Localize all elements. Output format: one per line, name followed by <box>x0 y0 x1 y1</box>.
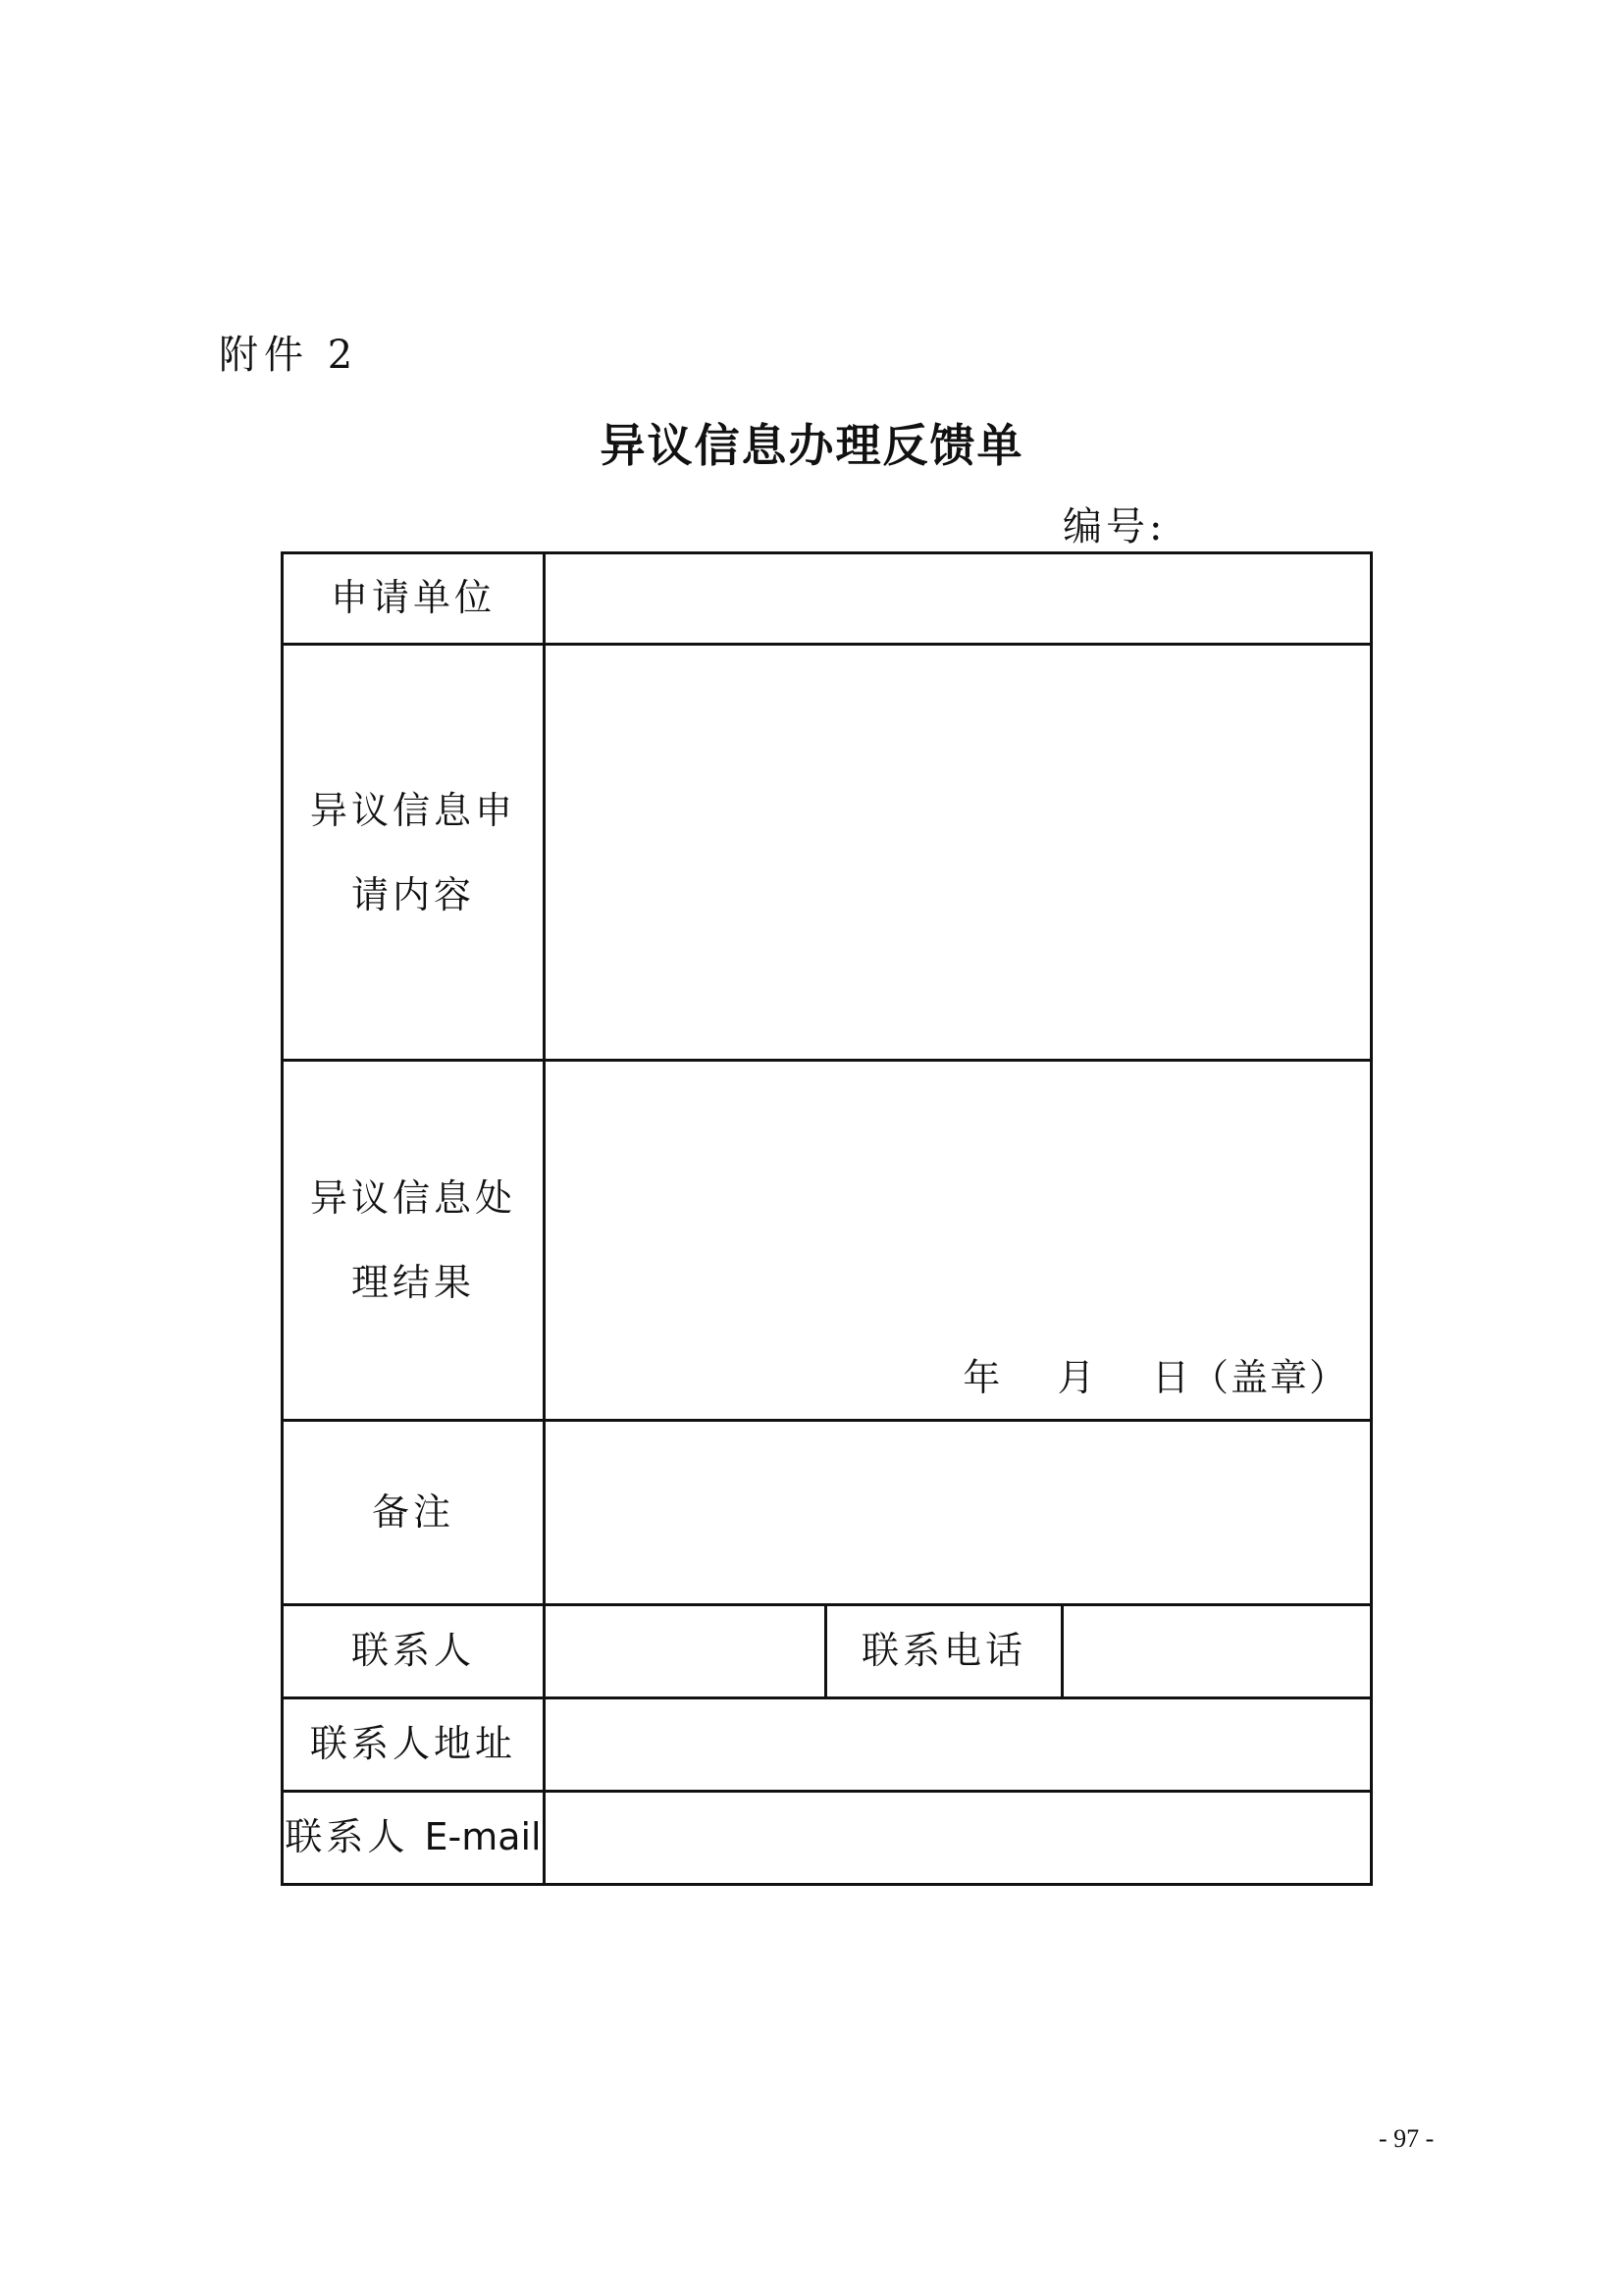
stamp-date-line: 年 月 日（盖章） <box>963 1356 1348 1399</box>
contact-email-label <box>283 1792 545 1885</box>
remarks-label: 备注 <box>283 1421 545 1605</box>
row-remarks <box>283 1421 1372 1605</box>
serial-number-label: 编号: <box>1063 504 1167 549</box>
contact-email-label-en: E-mail <box>424 1815 542 1859</box>
applicant-unit-label: 申请单位 <box>283 553 545 645</box>
remarks-field[interactable] <box>545 1421 1372 1605</box>
objection-content-field[interactable] <box>545 645 1372 1061</box>
objection-content-label-line2: 请内容 <box>350 872 475 916</box>
objection-content-label-line1: 异议信息申 <box>309 788 516 832</box>
objection-content-label <box>283 645 545 1061</box>
applicant-unit-field[interactable] <box>545 553 1372 645</box>
contact-address-label: 联系人地址 <box>283 1698 545 1792</box>
row-objection-content <box>283 645 1372 1061</box>
row-processing-result <box>283 1061 1372 1421</box>
processing-result-label-line1: 异议信息处 <box>309 1176 516 1220</box>
attachment-label: 附件 2 <box>219 333 359 378</box>
processing-result-field[interactable] <box>545 1061 1372 1421</box>
processing-result-label-line2: 理结果 <box>350 1261 475 1304</box>
contact-phone-label: 联系电话 <box>826 1605 1063 1698</box>
contact-email-field[interactable] <box>545 1792 1372 1885</box>
contact-address-field[interactable] <box>545 1698 1372 1792</box>
row-contact-email <box>283 1792 1372 1885</box>
contact-person-label: 联系人 <box>283 1605 545 1698</box>
page-number: - 97 - <box>1379 2124 1435 2153</box>
row-contact-address <box>283 1698 1372 1792</box>
contact-person-field[interactable] <box>545 1605 826 1698</box>
processing-result-label <box>283 1061 545 1421</box>
contact-phone-field[interactable] <box>1063 1605 1372 1698</box>
contact-email-label-cn: 联系人 <box>285 1815 425 1859</box>
document-title: 异议信息办理反馈单 <box>600 419 1024 472</box>
feedback-form-table <box>281 551 1373 1886</box>
row-contact <box>283 1605 1372 1698</box>
row-applicant-unit <box>283 553 1372 645</box>
